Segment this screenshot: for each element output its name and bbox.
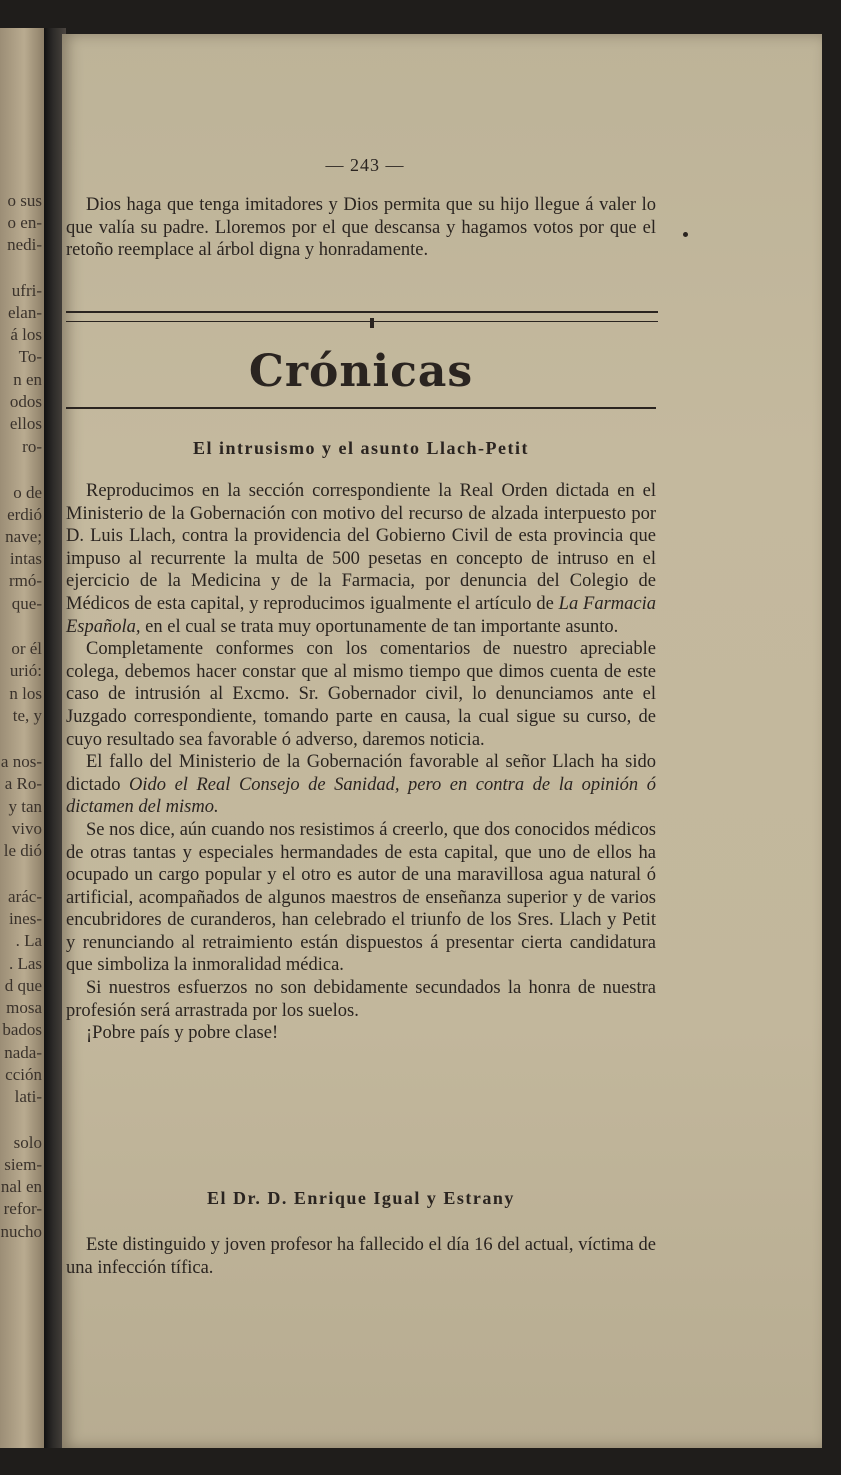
adjacent-page-line: ro-	[22, 437, 42, 456]
adjacent-page-line: elan-	[8, 303, 42, 322]
adjacent-page-line: a Ro-	[4, 774, 42, 793]
adjacent-page-line: nucho	[0, 1222, 42, 1241]
paragraph-2: Completamente conformes con los comentarios de nuestro apreciable colega, debemos hacer constar que al mismo tiempo que dimos cuenta de este caso de intrusión al Excmo. Sr. Gobernador civil, lo denunciamos ante el Juzgado correspondiente, tomando parte en causa, la cual sigue su curso, de cuyo resultado sea favorable ó adverso, daremos noticia.	[66, 639, 656, 750]
adjacent-page-line: o de	[13, 483, 42, 502]
paragraph-3	[66, 751, 656, 819]
adjacent-page-line: nal en	[0, 1177, 42, 1196]
adjacent-page-line: nedi-	[7, 235, 42, 254]
adjacent-page-line: odos	[9, 392, 42, 411]
adjacent-page-line: a nos-	[0, 752, 42, 771]
article-heading-intrusismo: El intrusismo y el asunto Llach-Petit	[192, 438, 529, 458]
obituary-paragraph: Este distinguido y joven profesor ha fallecido el día 16 del actual, víctima de una infección tífica.	[66, 1235, 656, 1278]
adjacent-page-line: n los	[9, 684, 42, 703]
adjacent-page-line: nada-	[4, 1043, 42, 1062]
adjacent-page-line: que-	[11, 594, 42, 613]
adjacent-page-line: n en	[13, 370, 42, 389]
adjacent-page-line: o sus	[7, 191, 42, 210]
adjacent-page-line: bados	[2, 1020, 42, 1039]
adjacent-page-line: siem-	[4, 1155, 42, 1174]
adjacent-page-line: . Las	[8, 954, 42, 973]
adjacent-page-line: To-	[18, 347, 42, 366]
adjacent-page-line: arác-	[8, 887, 42, 906]
adjacent-page-line: d que	[4, 976, 42, 995]
adjacent-page-line: o en-	[7, 213, 42, 232]
adjacent-page-line: erdió	[7, 505, 42, 524]
intro-text: Dios haga que tenga imitadores y Dios permita que su hijo llegue á valer lo que valía su padre. Lloremos por el que descansa y hagamos votos por que el retoño reemplace al árbol digna y honradamente.	[66, 195, 656, 261]
adjacent-page-line: nave;	[5, 527, 42, 546]
section-rule	[66, 407, 656, 409]
rule-ornament	[370, 318, 374, 328]
article-heading-igual: El Dr. D. Enrique Igual y Estrany	[207, 1188, 515, 1208]
paragraph-1-text: Reproducimos en la sección correspondiente la Real Orden dictada en el Ministerio de la Gobernación con motivo del recurso de alzada interpuesto por D. Luis Llach, contra la providencia del Gobierno Civil de esta provincia que impuso al recurrente la multa de 500 pesetas en concepto de intruso en el ejercicio de la Medicina y de la Farmacia, por denuncia del Colegio de Médicos de esta capital, y reproducimos igualmente el artículo de	[66, 481, 656, 614]
paragraph-3-quote: Oido el Real Consejo de Sanidad, pero en contra de la opinión ó dictamen del mismo.	[66, 774, 656, 818]
adjacent-page-line: intas	[9, 549, 42, 568]
paragraph-5: Si nuestros esfuerzos no son debidamente secundados la honra de nuestra profesión será arrastrada por los suelos.	[66, 978, 656, 1021]
adjacent-page-line: mosa	[6, 998, 42, 1017]
article-body-igual	[66, 1234, 656, 1279]
adjacent-page-line: or él	[11, 639, 42, 658]
intro-paragraph	[66, 194, 656, 262]
adjacent-page-line: ines-	[8, 909, 42, 928]
adjacent-page-line: ufri-	[11, 281, 42, 300]
adjacent-page-line: urió:	[9, 661, 42, 680]
section-title: Crónicas	[248, 346, 474, 397]
adjacent-page-line: te, y	[12, 706, 42, 725]
publication-name: La Farmacia Española,	[66, 593, 657, 637]
adjacent-page-line: vivo	[11, 819, 42, 838]
adjacent-page-line: le dió	[3, 841, 42, 860]
paragraph-6: ¡Pobre país y pobre clase!	[86, 1023, 279, 1044]
article-body-intrusismo	[66, 480, 656, 1045]
paragraph-1	[66, 480, 656, 638]
adjacent-page-line: á los	[10, 325, 42, 344]
paragraph-4: Se nos dice, aún cuando nos resistimos á creerlo, que dos conocidos médicos de otras tantas y especiales hermandades de esta capital, que uno de ellos ha ocupado un cargo popular y el otro es autor de una maravillosa agua natural ó artificial, acompañados de algunos maestros de enseñanza superior y de varios encubridores de curanderos, han celebrado el triunfo de los Sres. Llach y Petit y renunciando al retraimiento están dispuestos á presentar cierta candidatura que simboliza la inmoralidad médica.	[66, 819, 656, 976]
page-number: — 243 —	[325, 155, 405, 175]
adjacent-page-line: rmó-	[8, 571, 42, 590]
adjacent-page-fragment	[0, 28, 44, 1448]
adjacent-page-line: ellos	[9, 414, 42, 433]
double-rule	[66, 311, 658, 322]
ink-dot	[683, 232, 688, 237]
adjacent-page-line: solo	[13, 1133, 42, 1152]
paragraph-1-end: en el cual se trata muy oportunamente de tan importante asunto.	[140, 616, 619, 637]
adjacent-page-line: . La	[15, 931, 42, 950]
adjacent-page-line: lati-	[14, 1087, 42, 1106]
adjacent-page-line: y tan	[8, 797, 42, 816]
adjacent-page-line: cción	[5, 1065, 42, 1084]
paragraph-3-text: El fallo del Ministerio de la Gobernación favorable al señor Llach ha sido dictado	[66, 752, 656, 795]
adjacent-page-line: refor-	[3, 1199, 42, 1218]
